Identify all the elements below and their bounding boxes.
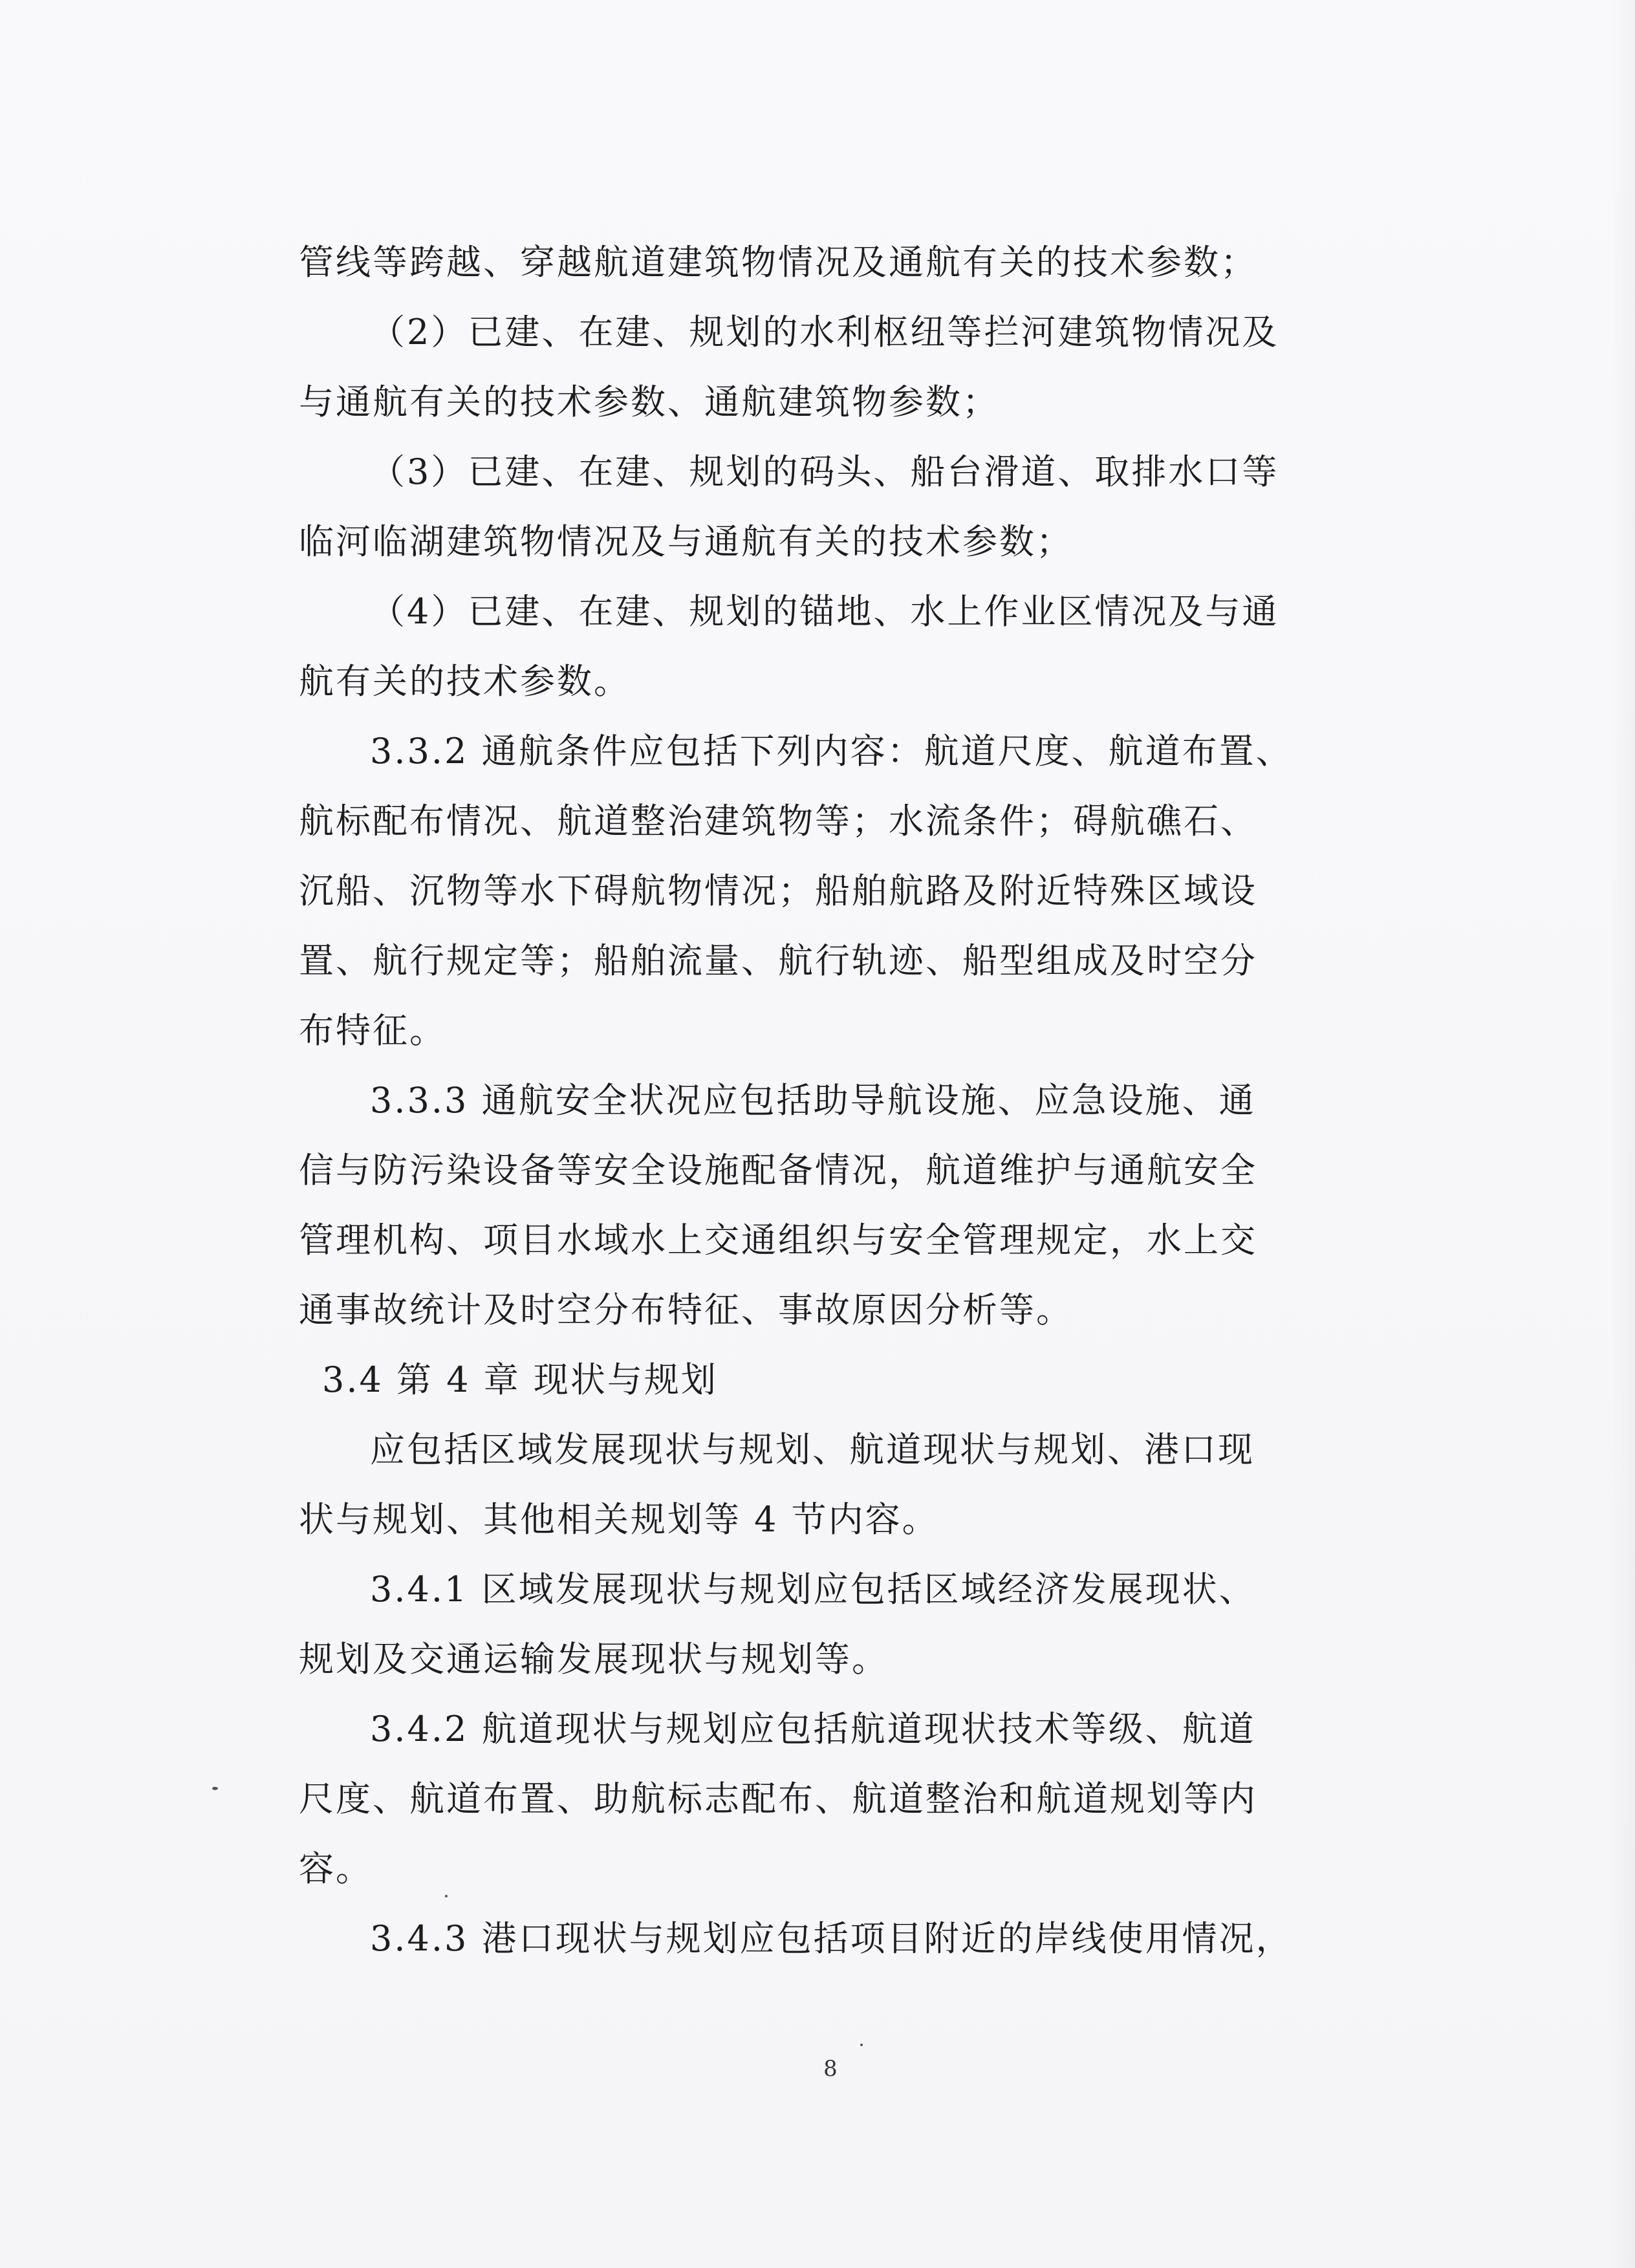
body-line: （2）已建、在建、规划的水利枢纽等拦河建筑物情况及 — [370, 312, 1279, 352]
body-line: （3）已建、在建、规划的码头、船台滑道、取排水口等 — [370, 451, 1279, 492]
page-edge-shadow — [1609, 0, 1635, 2268]
body-line: 管线等跨越、穿越航道建筑物情况及通航有关的技术参数； — [299, 242, 1257, 283]
scan-speck — [860, 2044, 863, 2046]
body-line: 3.4.1 区域发展现状与规划应包括区域经济发展现状、 — [370, 1569, 1256, 1610]
body-line: 状与规划、其他相关规划等 4 节内容。 — [299, 1499, 939, 1540]
body-line: 容。 — [299, 1848, 373, 1889]
body-line: 与通航有关的技术参数、通航建筑物参数； — [299, 382, 999, 422]
body-line: 规划及交通运输发展现状与规划等。 — [299, 1639, 889, 1679]
body-line: 应包括区域发展现状与规划、航道现状与规划、港口现 — [370, 1429, 1255, 1470]
body-line: 尺度、航道布置、助航标志配布、航道整治和航道规划等内 — [299, 1778, 1257, 1819]
body-line: 通事故统计及时空分布特征、事故原因分析等。 — [299, 1290, 1073, 1330]
section-heading: 3.4 第 4 章 现状与规划 — [322, 1359, 718, 1400]
body-line: 3.3.3 通航安全状况应包括助导航设施、应急设施、通 — [370, 1080, 1256, 1121]
body-line: 沉船、沉物等水下碍航物情况；船舶航路及附近特殊区域设 — [299, 870, 1257, 911]
body-line: （4）已建、在建、规划的锚地、水上作业区情况及与通 — [370, 591, 1279, 632]
body-line: 航有关的技术参数。 — [299, 661, 631, 702]
body-line: 3.3.2 通航条件应包括下列内容：航道尺度、航道布置、 — [370, 731, 1293, 772]
body-line: 信与防污染设备等安全设施配备情况，航道维护与通航安全 — [299, 1150, 1257, 1191]
body-line: 航标配布情况、航道整治建筑物等；水流条件；碍航礁石、 — [299, 801, 1257, 841]
body-line: 3.4.3 港口现状与规划应包括项目附近的岸线使用情况， — [370, 1918, 1293, 1959]
body-line: 布特征。 — [299, 1010, 446, 1051]
body-line: 置、航行规定等；船舶流量、航行轨迹、船型组成及时空分 — [299, 940, 1257, 981]
scan-speck — [445, 1895, 448, 1897]
scan-speck — [212, 1787, 218, 1790]
body-line: 3.4.2 航道现状与规划应包括航道现状技术等级、航道 — [370, 1709, 1256, 1749]
body-line: 临河临湖建筑物情况及与通航有关的技术参数； — [299, 521, 1073, 562]
body-line: 管理机构、项目水域水上交通组织与安全管理规定，水上交 — [299, 1220, 1257, 1260]
page-number: 8 — [823, 2056, 838, 2082]
